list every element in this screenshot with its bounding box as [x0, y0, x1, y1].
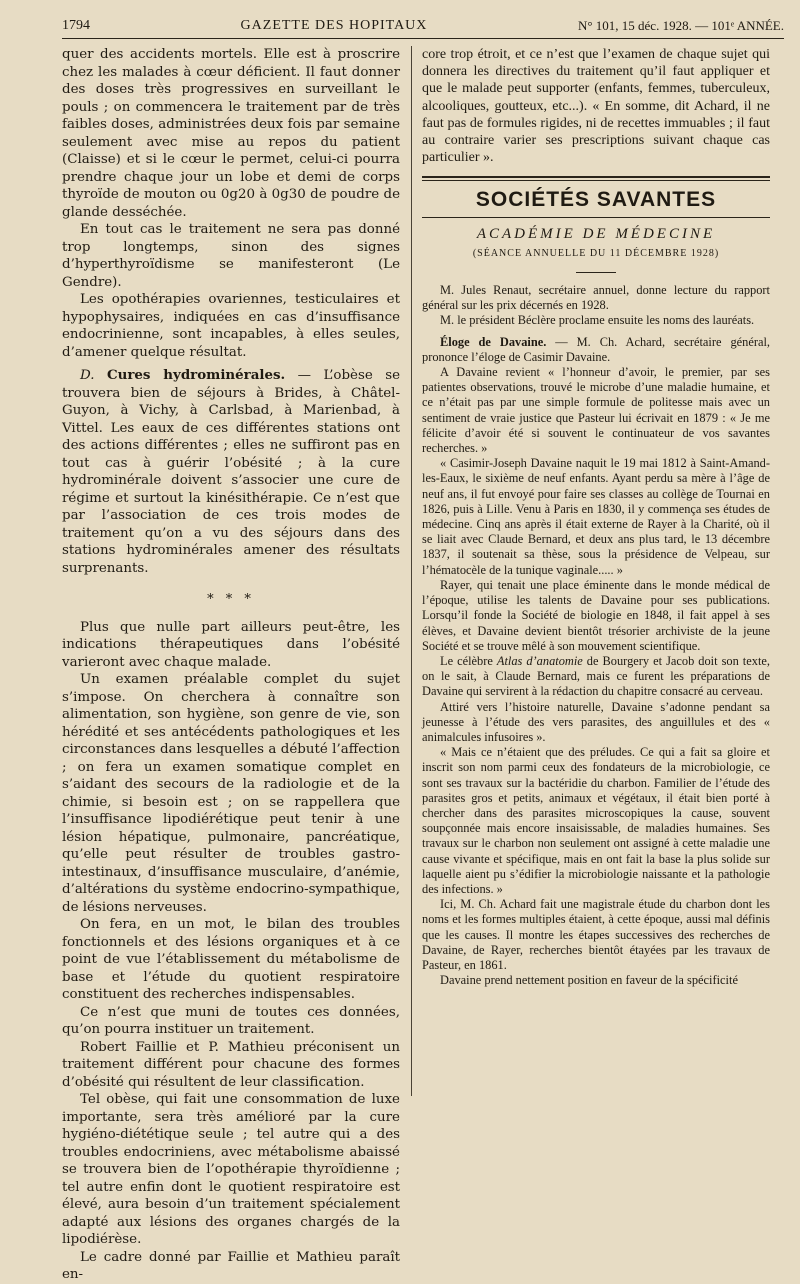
paragraph: Tel obèse, qui fait une consommation de luxe importante, sera très amélioré par la cure hygiéno-diététique seule ; tel autre qui a des troubles endocriniens, avec métabolisme abaissé se trouvera bien de l’opothérapie thyroïdienne ; tel autre enfin dont le quotient respiratoire est élevé, aura besoin d’un traitement spécialement adapté aux lésions des organes chargés de la lipodiérèse.	[62, 1092, 400, 1247]
paragraph: M. le président Béclère proclame ensuite les noms des lauréats.	[440, 313, 755, 328]
eloge-text: — M. Ch. Achard, secrétaire général, prononce l’éloge de Casimir Davaine.	[422, 334, 770, 364]
section-d-paragraph	[62, 367, 400, 577]
section-heading: SOCIÉTÉS SAVANTES	[475, 188, 717, 212]
issue-info: N° 101, 15 déc. 1928. — 101ᵉ ANNÉE.	[577, 18, 784, 33]
column-divider	[411, 46, 412, 1096]
paragraph: « Casimir-Joseph Davaine naquit le 19 mai 1812 à Saint-Amand-les-Eaux, le sixième de neuf enfants. Ayant perdu sa mère à l’âge de neuf ans, il fut envoyé pour faire ses classes au collège de Tournai en 1826, puis à Lille. Venu à Paris en 1830, il y commença ses études de médecine. Cinq ans après il était externe de Rayer à la Charité, où il se liait avec Claude Bernard, et deux ans plus tard, le 13 décembre 1837, il soutenait sa thèse, sous la présidence de Velpeau, sur l’hématocèle de la tunique vaginale..... »	[422, 456, 770, 577]
paragraph: M. Jules Renaut, secrétaire annuel, donne lecture du rapport général sur les prix décernés en 1928.	[422, 283, 770, 313]
paragraph: Le cadre donné par Faillie et Mathieu paraît en-	[62, 1249, 400, 1282]
eloge-paragraph	[422, 335, 770, 365]
page-header	[62, 14, 784, 39]
asterism-separator: * * *	[207, 592, 255, 607]
paragraph	[422, 654, 770, 700]
journal-title: GAZETTE DES HOPITAUX	[240, 18, 428, 33]
paragraph: Ce n’est que muni de toutes ces données, qu’on pourra instituer un traitement.	[62, 1004, 400, 1037]
paragraph: A Davaine revient « l’honneur d’avoir, le premier, par ses patientes observations, trouvé le microbe d’une maladie humaine, et ce n’était pas par une simple formule de politesse mais avec un sentiment de vraie justice que Pasteur lui écrivait en 1879 : « Je me félicite d’avoir été si souvent le continuateur de vos savantes recherches. »	[422, 365, 770, 456]
paragraph: Les opothérapies ovariennes, testiculaires et hypophysaires, indiquées en cas d’insuffisance endocrinienne, sont incapables, à elles seules, d’amener quelque résultat.	[62, 292, 400, 360]
paragraph: Robert Faillie et P. Mathieu préconisent un traitement différent pour chacune des formes d’obésité qui résultent de leur classification.	[62, 1039, 400, 1090]
left-column	[62, 46, 400, 1282]
section-rule	[422, 176, 770, 181]
paragraph: « Mais ce n’étaient que des préludes. Ce qui a fait sa gloire et inscrit son nom parmi ceux des fondateurs de la microbiologie, ce sont ses travaux sur la bactéridie du charbon. Familier de l’étude des parasites gros et petits, animaux et végétaux, il était bien porté à chercher dans des parasites microscopiques la cause, souvent soupçonnée mais encore insaisissable, de maladies humaines. Ses travaux sur le charbon non seulement ont assigné à cette maladie une cause vivante et spécifique, mais en ont fait la base la plus solide sur laquelle aient pu s’édifier la microbiologie naissante et la pathologie des infections. »	[422, 745, 770, 896]
eloge-title: Éloge de Davaine.	[440, 334, 547, 349]
right-column	[422, 46, 770, 1098]
divider	[422, 217, 770, 218]
paragraph: core trop étroit, et ce n’est que l’examen de chaque sujet qui donnera les directives du traitement qu’il faut appliquer et que le malade peut supporter (enfants, femmes, tuberculeux, alcooliques, goutteux, etc...). « En somme, dit Achard, il ne faut pas de formules rigides, ni de recettes immuables ; il faut au contraire varier ses prescriptions suivant chaque cas particulier ».	[422, 47, 770, 166]
paragraph: On fera, en un mot, le bilan des troubles fonctionnels et des lésions organiques et à ce point de vue l’établissement du métabolisme de base et l’étude du quotient respiratoire constituent des recherches indispensables.	[62, 917, 400, 1002]
section-title: Cures hydrominérales.	[106, 367, 286, 383]
page-number: 1794	[62, 18, 90, 33]
paragraph: Attiré vers l’histoire naturelle, Davaine s’adonne pendant sa jeunesse à l’étude des vers parasites, des anguillules et des « animalcules infusoires ».	[422, 699, 770, 744]
paragraph: Un examen préalable complet du sujet s’impose. On cherchera à connaître son alimentation, son hygiène, son genre de vie, son hérédité et ses antécédents pathologiques et les circonstances dans lesquelles a débuté l’affection ; on fera un examen somatique complet en s’aidant des secours de la radiologie et de la chimie, si besoin est ; on se rappellera que l’insuffisance lipodiérétique peut tenir à une lésion hépatique, pulmonaire, pancréatique, qu’elle peut résulter de troubles gastro-intestinaux, d’insuffisance musculaire, d’anémie, d’altérations du système endocrino-sympathique, de lésions nerveuses.	[62, 672, 400, 915]
text-run: de Bourgery et Jacob doit son texte, on le sait, à Claude Bernard, mais ce furent les préparations de Davaine qui servirent à la rédaction du chapitre consacré au cerveau.	[422, 653, 770, 699]
text-run: Le célèbre	[440, 653, 497, 668]
academy-heading: ACADÉMIE DE MÉDECINE	[476, 225, 716, 242]
short-divider	[576, 272, 616, 273]
paragraph: Plus que nulle part ailleurs peut-être, les indications thérapeutiques dans l’obésité varieront avec chaque malade.	[62, 619, 400, 670]
paragraph: Rayer, qui tenait une place éminente dans le monde médical de l’époque, utilise les talents de Davaine pour ses publications. Lorsqu’il fonde la Société de biologie en 1848, il fait appel à ses élèves, et Davaine devient bientôt trésorier archiviste de la jeune Société et se trouve mêlé à son mouvement scientifique.	[422, 577, 770, 653]
session-subheading: (SÉANCE ANNUELLE DU 11 DÉCEMBRE 1928)	[472, 247, 720, 259]
paragraph: quer des accidents mortels. Elle est à proscrire chez les malades à cœur déficient. Il faut donner des doses très progressives en surveillant le pouls ; on commencera le traitement par de très faibles doses, administrées deux fois par semaine seulement avec mise au repos du patient (Claisse) et si le cœur le permet, celui-ci pourra prendre chaque jour un lobe et demi de corps thyroïde de mouton ou 0g20 à 0g30 de poudre de glande desséchée.	[62, 47, 400, 220]
section-text: — L’obèse se trouvera bien de séjours à Brides, à Châtel-Guyon, à Vichy, à Carlsbad, à Marienbad, à Vittel. Les eaux de ces différentes stations ont des actions différentes ; elles ne suffiront pas en tout cas à guérir l’obésité ; à la cure hydrominérale doivent s’associer une cure de régime et surtout la kinésithérapie. Ce n’est que par l’association de ces trois modes de traitement qu’on a vu des séjours dans des stations hydrominérales amener des résultats surprenants.	[62, 368, 400, 576]
section-label: D.	[80, 368, 95, 383]
paragraph: Davaine prend nettement position en faveur de la spécificité	[440, 973, 738, 988]
atlas-title: Atlas d’anatomie	[496, 653, 583, 668]
paragraph: Ici, M. Ch. Achard fait une magistrale étude du charbon dont les noms et les formes multiples étaient, à cette époque, aussi mal définis que les causes. Il montre les étapes successives des recherches de Davaine, de Rayer, recherches bientôt étayées par les travaux de Pasteur, en 1861.	[422, 897, 770, 972]
paragraph: En tout cas le traitement ne sera pas donné trop longtemps, sinon des signes d’hyperthyroïdisme se manifesteront (Le Gendre).	[62, 222, 400, 290]
